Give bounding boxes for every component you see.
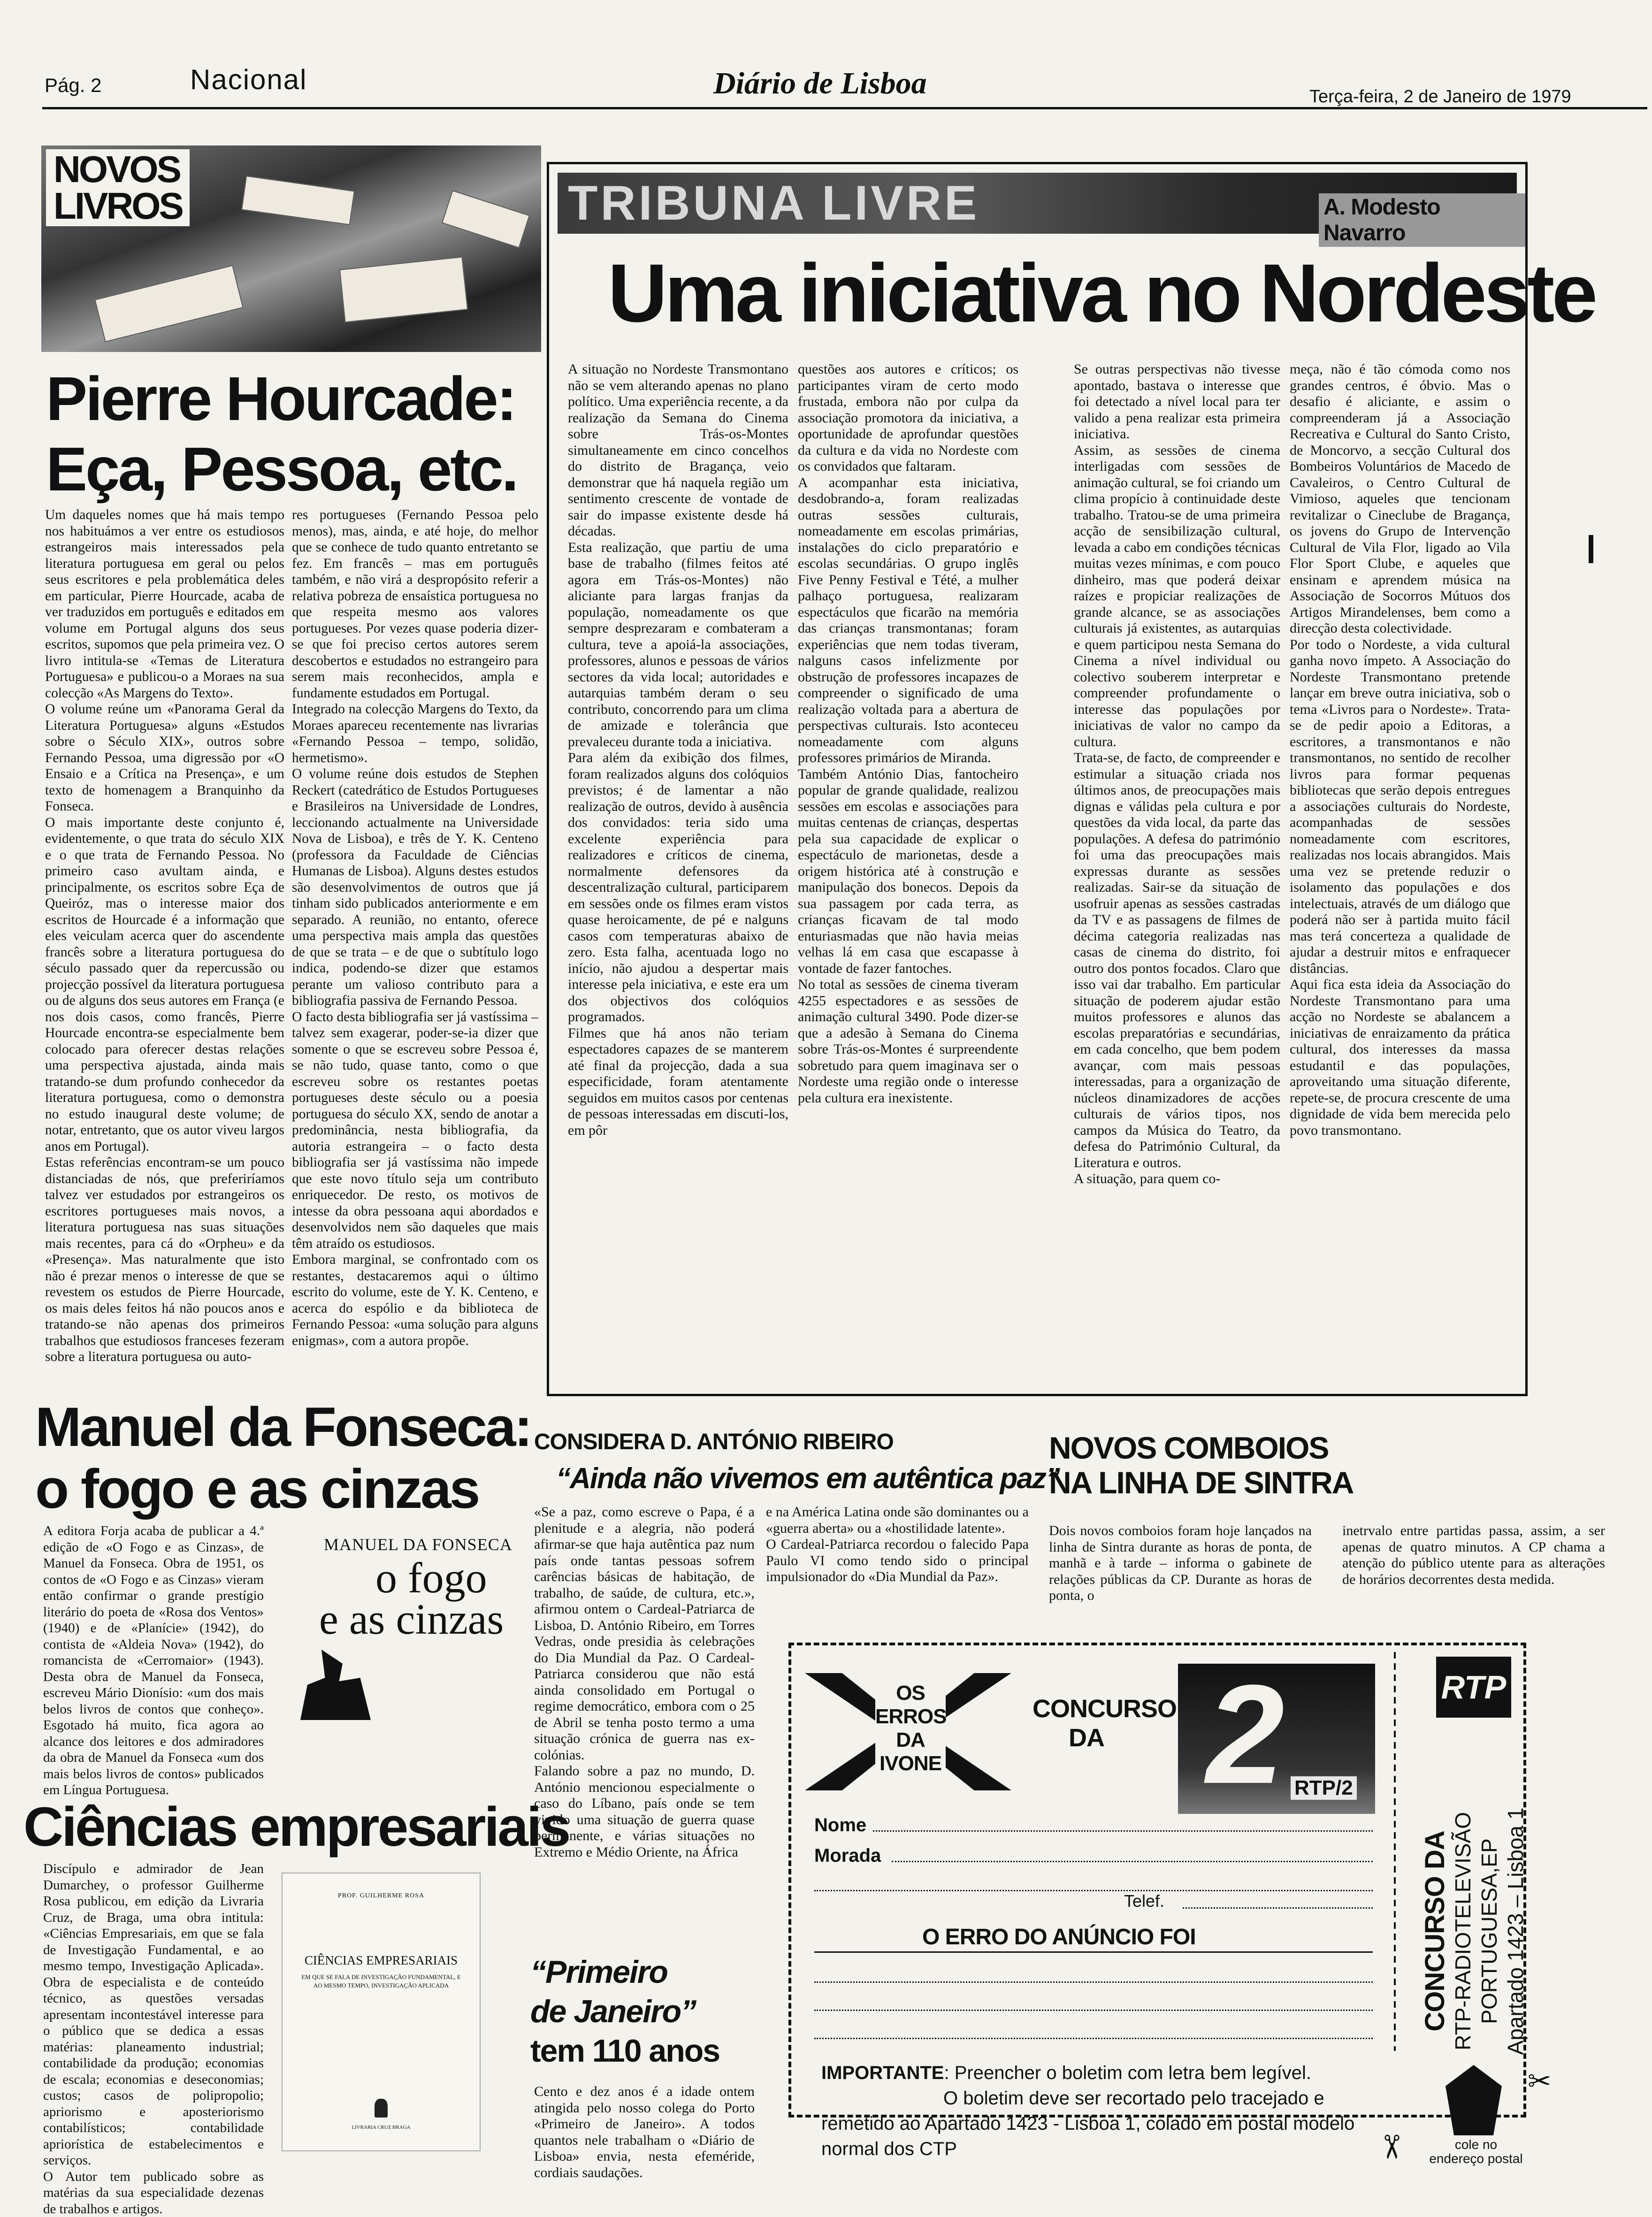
concurso-da-label: CONCURSO DA xyxy=(1032,1695,1177,1752)
stamp-label: cole no endereço postal xyxy=(1429,2137,1523,2166)
section-name: Nacional xyxy=(190,64,307,95)
coupon-address-rotated: CONCURSO DA RTP-RADIOTELEVISÃO PORTUGUESA,EP Apartado 1423 – Lisboa 1 xyxy=(1420,1807,1528,2055)
erro-underline xyxy=(814,1951,1373,1953)
coupon-address-divider xyxy=(1394,1652,1396,2051)
important-label: IMPORTANTE xyxy=(821,2063,944,2083)
ribeiro-headline: “Ainda não vivemos em autêntica paz” xyxy=(556,1462,1059,1495)
ciencias-cover-author: PROF. GUILHERME ROSA xyxy=(337,1892,425,1899)
fonseca-headline: Manuel da Fonseca: o fogo e as cinzas xyxy=(35,1396,531,1520)
tribuna-label: TRIBUNA LIVRE xyxy=(568,176,980,230)
masthead xyxy=(0,0,1652,113)
scissors-icon-bottom: ✂ xyxy=(1373,2133,1410,2161)
rtp2-badge: RTP/2 xyxy=(1291,1776,1357,1800)
cover-flame-art xyxy=(300,1650,371,1720)
tribuna-col4: meça, não é tão cómoda como nos grandes centros, é óbvio. Mas o desafio é aliciante, e assim o compreenderam já a Associação Recreativa e Cultural do Santo Cristo, de Moncorvo, a secção Cultural dos Bombeiros Voluntários de Macedo de Cavaleiros, o Centro Cultural de Vimioso, aqueles que tencionam revitalizar o Cineclube de Bragança, os jovens do Grupo de Intervenção Cultural de Vila Flor, ligado ao Vila Flor Sport Clube, e aqueles que ensinam e aprendem música na Associação de Socorros Mútuos dos Artigos Mirandelenses, bem como a direcção desta colectividade. Por todo o Nordeste, a vida cultural ganha novo ímpeto. A Associação do Nordeste Transmontano pretende lançar em breve outra iniciativa, sob o tema «Livros para o Nordeste». Trata-se de pedir apoio a Editoras, a escritores, a transmontanos e não transmontanos, no sentido de recolher livros para formar pequenas bibliotecas que serão depois entregues a associações culturais do Nordeste, acompanhadas de sessões nomeadamente com escritores, realizadas nos locais abrangidos. Mais uma vez se pretende reduzir o isolamento das populações e dos intelectuais, através de um diálogo que poderá não ser à partida muito fácil mas terá concerteza a qualidade de ajudar a destruir mitos e enfraquecer distâncias. Aqui fica esta ideia da Associação do Nordeste Transmontano para uma acção no Nordeste se abalancem a iniciativas de enraizamento da prática cultural, dos interesses da massa estudantil e das populações, aproveitando uma situação diferente, repete-se, de procura crescente de uma dignidade de vida bem merecida pelo povo transmontano. xyxy=(1290,361,1510,1138)
ribeiro-col2: e na América Latina onde são dominantes ou a «guerra aberta» ou a «hostilidade latente». O Cardeal-Patriarca recordou o falecido Papa Paulo VI como tendo sido o principal impulsionador do «Dia Mundial da Paz». xyxy=(766,1504,1029,1584)
page-edge-mark xyxy=(1589,535,1593,563)
novos-livros-label: NOVOS LIVROS xyxy=(46,149,190,226)
primeiro-body: Cento e dez anos é a idade ontem atingida pelo nosso colega do Porto «Primeiro de Janeiro». A todos quantos nele trabalham o «Diário de Lisboa» envia, nesta efeméride, cordiais saudações. xyxy=(534,2084,755,2180)
comboios-col1: Dois novos comboios foram hoje lançados na linha de Sintra durante as horas de ponta, de manhã e à tarde – informa o gabinete de relações públicas da CP. Durante as horas de ponta, o xyxy=(1049,1523,1312,1603)
publisher-emblem xyxy=(375,2099,388,2118)
tribuna-col1: A situação no Nordeste Transmontano não se vem alterando apenas no plano político. Uma experiência recente, a da realização da Semana do Cinema sobre Trás-os-Montes simultaneamente em cinco concelhos do distrito de Bragança, veio demonstrar que há naquela região um sentimento crescente de vontade de sair do impasse existente desde há décadas. Esta realização, que partiu de uma base de trabalho (filmes feitos até agora em Trás-os-Montes) não aliciante para largas franjas da população, nomeadamente os que sempre desprezaram e combateram a cultura, teve a apoiá-la associações, professores, alunos e pessoas de vários sectores da vida local; autoridades e autarquias também deram o seu contributo, concorrendo para um clima de amizade e tolerância que prevaleceu durante toda a iniciativa. Para além da exibição dos filmes, foram realizados alguns dos colóquios previstos; é de lamentar a não realização de outros, devido à ausência dos convidados: teria sido uma excelente experiência para realizadores e críticos de cinema, normalmente defensores da descentralização cultural, participarem em sessões onde os filmes eram vistos quase heroicamente, de pé e nalguns casos com temperaturas abaixo de zero. Esta falha, acentuada logo no início, não ajudou a despertar mais interesse pela iniciativa, e este era um dos objectivos dos colóquios programados. Filmes que há anos não teriam espectadores capazes de se manterem até final da projecção, dada a sua especificidade, foram atentamente seguidos em muitos casos por centenas de pessoas interessadas em discuti-los, em pôr xyxy=(568,361,788,1138)
nome-field[interactable] xyxy=(873,1829,1373,1832)
primeiro-headline: “Primeiro de Janeiro” tem 110 anos xyxy=(530,1954,720,2069)
rtp2-logo xyxy=(1178,1655,1375,1814)
ciencias-cover-sub: EM QUE SE FALA DE INVESTIGAÇÃO FUNDAMENTAL, E AO MESMO TEMPO, INVESTIGAÇÃO APLICADA xyxy=(301,1973,461,1989)
erro-anuncio-label: O ERRO DO ANÚNCIO FOI xyxy=(922,1925,1196,1949)
ciencias-headline: Ciências empresariais xyxy=(23,1796,569,1858)
erro-field-2[interactable] xyxy=(814,2009,1373,2011)
erros-ivone-text: OS ERROS DA IVONE xyxy=(875,1682,947,1775)
erros-ivone-logo xyxy=(805,1673,1011,1790)
ciencias-cover-publisher: LIVRARIA CRUZ BRAGA xyxy=(352,2125,411,2130)
comboios-headline: NOVOS COMBOIOS NA LINHA DE SINTRA xyxy=(1049,1430,1354,1500)
issue-date: Terça-feira, 2 de Janeiro de 1979 xyxy=(1309,87,1571,107)
tribuna-col3: Se outras perspectivas não tivesse apontado, bastava o interesse que foi detectado a nível local para ter valido a pena realizar esta primeira iniciativa. Assim, as sessões de cinema interligadas com sessões de animação cultural, se foi criando um clima propício à continuidade deste trabalho. Tratou-se de uma primeira acção de sensibilização cultural, levada a cabo em condições técnicas muitas vezes mínimas, e com pouco dinheiro, mas que poderá deixar raízes e propiciar realizações de grande alcance, se as associações culturais já existentes, as autarquias e quem participou nesta Semana do Cinema a nível individual ou colectivo souberem interpretar e compreender profundamente o interesse das populações por iniciativas de valor no campo da cultura. Trata-se, de facto, de compreender e estimular a situação criada nos últimos anos, de preocupações mais dignas e válidas pela cultura e por questões da vida local, da parte das populações. A defesa do património foi uma das preocupações mais expressas durante as sessões realizadas. Sair-se da situação de usofruir apenas as sessões castradas da TV e as passagens de filmes de décima categoria realizadas nas casas de cinema do distrito, foi outro dos pontos focados. Claro que isso vai dar trabalho. Em particular situação de poderem ajudar estão muitos professores e alunos das escolas preparatórias e secundárias, em cada concelho, que bem podem avançar, com mais pessoas interessadas, para a organização de núcleos dinamizadores de acções culturais de vários tipos, nos campos da Música do Teatro, da defesa do Património Cultural, da Literatura e outros. A situação, para quem co- xyxy=(1074,361,1280,1186)
fonseca-cover-title-2: e as cinzas xyxy=(319,1595,504,1643)
nome-label: Nome xyxy=(814,1815,867,1835)
coupon-address-block xyxy=(1420,1652,1528,2060)
erro-field-3[interactable] xyxy=(814,2037,1373,2039)
hourcade-headline: Pierre Hourcade: Eça, Pessoa, etc. xyxy=(46,364,517,504)
rtp-small-logo: RTP xyxy=(1436,1657,1511,1718)
telef-label: Telef. xyxy=(1124,1891,1165,1911)
ciencias-cover-title: CIÊNCIAS EMPRESARIAIS xyxy=(304,1953,458,1967)
fonseca-cover-title-1: o fogo xyxy=(375,1554,487,1602)
comboios-col2: inetrvalo entre partidas passa, assim, a ser apenas de quatro minutos. A CP chama a atenção do público utente para as alterações de horários decorrentes desta medida. xyxy=(1342,1523,1605,1587)
morada-label: Morada xyxy=(814,1845,881,1866)
tribuna-headline: Uma iniciativa no Nordeste xyxy=(608,247,1595,339)
morada-field-2[interactable] xyxy=(814,1889,1373,1891)
ribeiro-col1: «Se a paz, como escreve o Papa, é a plenitude e a alegria, não poderá afirmar-se que haja autêntica paz num país onde tantas pessoas sofrem carências básicas de habitação, de trabalho, de saúde, de cultura, etc.», afirmou ontem o Cardeal-Patriarca de Lisboa, D. António Ribeiro, em Torres Vedras, onde presidia às celebrações do Dia Mundial da Paz. O Cardeal-Patriarca considerou que não está ainda consolidado em Portugal o regime democrático, embora com o 25 de Abril se tenha posto termo a uma situação crónica de guerra nas ex-colónias. Falando sobre a paz no mundo, D. António mencionou especialmente o caso do Líbano, país onde se tem vivido uma situação de guerra quase permanente, e várias situações no Extremo e Médio Oriente, na África xyxy=(534,1504,755,1860)
tribuna-col2: questões aos autores e críticos; os participantes viram de certo modo frustada, embora não por culpa da associação promotora da iniciativa, a oportunidade de aprofundar questões da cultura e da vida no Nordeste com os convidados que faltaram. A acompanhar esta iniciativa, desdobrando-a, foram realizadas outras sessões culturais, nomeadamente em escolas primárias, instalações do ciclo preparatório e escolas secundárias. O grupo inglês Five Penny Festival e Tété, a mulher palhaço portuguesa, realizaram espectáculos que ficarão na memória das crianças transmontanas; foram experiências que nem todas tiveram, nalguns casos infelizmente por obstrução de professores incapazes de compreender o significado de uma realização voltada para a abertura de perspectivas culturais. Isto aconteceu nomeadamente com alguns professores primários de Miranda. Também António Dias, fantocheiro popular de grande qualidade, realizou sessões em escolas e associações para muitas centenas de crianças, despertas pela sua capacidade de explicar o espectáculo de marionetas, desde a origem histórica até à construção e manipulação dos bonecos. Depois da sua passagem por cada terra, as crianças ficavam de tal modo enturiasmadas que não havia meias velhas lá em casa que escapasse à vontade de fazer fantoches. No total as sessões de cinema tiveram 4255 espectadores e as sessões de animação cultural 3490. Pode dizer-se que a adesão à Semana do Cinema sobre Trás-os-Montes é surpreendente sobretudo para quem imaginava ser o Nordeste uma região onde o interesse pela cultura era inexistente. xyxy=(798,361,1018,1106)
tribuna-author: A. Modesto Navarro xyxy=(1319,193,1525,247)
ribeiro-kicker: CONSIDERA D. ANTÓNIO RIBEIRO xyxy=(534,1430,894,1454)
scissors-icon-right: ✂ xyxy=(1528,2065,1552,2097)
page-number: Pág. 2 xyxy=(45,74,102,96)
hourcade-col1: Um daqueles nomes que há mais tempo nos habituámos a ver entre os estudiosos estrangeiros mais interessados pela literatura portuguesa em geral ou pelos seus escritores e pela problemática deles em particular, Pierre Hourcade, acaba de ver traduzidos em português e editados em volume em Portugal alguns dos seus escritos, supomos que pela primeira vez. O livro intitula-se «Temas de Literatura Portuguesa» e publicou-o a Moraes na sua colecção «As Margens do Texto». O volume reúne um «Panorama Geral da Literatura Portuguesa» alguns «Estudos sobre o Século XIX», outros sobre Fernando Pessoa, uma digressão por «O Ensaio e a Crítica na Presença», e um texto de homenagem a Branquinho da Fonseca. O mais importante deste conjunto é, evidentemente, o que trata do século XIX e o que trata de Fernando Pessoa. No primeiro caso avultam ainda, e principalmente, os escritos sobre Eça de Queiróz, mas o interesse maior dos escritos de Hourcade é a informação que eles veiculam acerca quer do ascendente francês sobre a literatura portuguesa do século passado quer da repercussão ou projecção possível da literatura portuguesa ou de alguns dos seus autores em França (e nos dois casos, como francês, Pierre Hourcade encontra-se especialmente bem colocado para oferecer destas relações uma perspectiva ajustada, ainda mais tratando-se dum profundo conhecedor da literatura portuguesa, como o demonstra no estudo inaugural deste volume; de notar, entretanto, que os autor viveu largos anos em Portugal). Estas referências encontram-se um pouco distanciadas de nós, que preferiríamos talvez ver estudados por estrangeiros os escritores portugueses mais novos, a literatura portuguesa nas suas situações mais recentes, para cá do «Orpheu» e da «Presença». Mas naturalmente que isto não é prezar menos o interesse de que se revestem os estudos de Pierre Hourcade, os mais deles feitos há não poucos anos e tratando-se não apenas dos primeiros trabalhos que estudiosos franceses fezeram sobre a literatura portuguesa ou auto- xyxy=(45,507,284,1364)
hourcade-col2: res portugueses (Fernando Pessoa pelo menos), mas, ainda, e até hoje, do melhor que se conhece de tudo quanto entretanto se fez. Em francês – mas em português também, e não virá a despropósito referir a relativa pobreza de ensaística portuguesa no que respeita mesmo aos valores portugueses. Por vezes quase poderia dizer-se que foi preciso certos autores serem descobertos e estudados no estrangeiro para serem mais reconhecidos, ampla e fundamente estudados em Portugal. Integrado na colecção Margens do Texto, da Moraes apareceu recentemente nas livrarias «Fernando Pessoa – tempo, solidão, hermetismo». O volume reúne dois estudos de Stephen Reckert (catedrático de Estudos Portugueses e Brasileiros na Universidade de Londres, leccionando actualmente na Universidade Nova de Lisboa), e três de Y. K. Centeno (professora da Faculdade de Ciências Humanas de Lisboa). Alguns destes estudos são desenvolvimentos de outros que já tinham sido publicados anteriormente e em separado. A reunião, no entanto, oferece uma perspectiva mais ampla das questões de que se trata – e de que o subtítulo logo indica, podendo-se dizer que estamos perante um valioso contributo para a bibliografia passiva de Fernando Pessoa. O facto desta bibliografia ser já vastíssima – talvez sem exagerar, poder-se-ia dizer que somente o que se escreveu sobre Pessoa é, se não tudo, quase tanto, como o que escreveu sobre os restantes poetas portugueses deste século ou a poesia portuguesa do século XX, sendo de anotar a predominância, nesta bibliografia, da autoria estrangeira – o facto desta bibliografia ser já vastíssima não impede que este novo título seja um contributo enriquecedor. De resto, os motivos de intesse da obra pessoana aqui abordados e desenvolvidos nem são daqueles que mais têm atraído os estudiosos. Embora marginal, se confrontado com os restantes, destacaremos aqui o último escrito do volume, este de Y. K. Centeno, e acerca do espólio e da biblioteca de Fernando Pessoa: «uma solução para alguns enigmas», com a autora propõe. xyxy=(292,507,538,1348)
telef-field[interactable] xyxy=(1183,1906,1373,1909)
fonseca-book-cover xyxy=(282,1528,544,1725)
newspaper-title: Diário de Lisboa xyxy=(713,66,927,100)
erro-field-1[interactable] xyxy=(814,1980,1373,1983)
fonseca-cover-author: MANUEL DA FONSECA xyxy=(324,1535,512,1554)
masthead-rule xyxy=(42,107,1647,109)
ciencias-body: Discípulo e admirador de Jean Dumarchey, o professor Guilherme Rosa publicou, em edição da Livraria Cruz, de Braga, uma obra intitula: «Ciências Empresariais, em que se fala de Investigação Fundamental, e ao mesmo tempo, Investigação Aplicada». Obra de especialista e de conteúdo técnico, as questões versadas apresentam incontestável interesse para o público que se dedica a essas matérias: planeamento industrial; contabilidade da produção; economias de escala; economias e deseconomias; custos; casos de polipropolio; apriorismo e aposteriorismo contabilísticos; contabilidade apriorística de estabelecimentos e serviços. O Autor tem publicado sobre as matérias da sua especialidade dezenas de trabalhos e artigos. xyxy=(43,1861,264,2217)
tribuna-livre-box xyxy=(547,162,1595,1396)
fonseca-body: A editora Forja acaba de publicar a 4.ª edição de «O Fogo e as Cinzas», de Manuel da Fonseca. Obra de 1951, os contos de «O Fogo e as Cinzas» vieram então confirmar o grande prestígio literário do poeta de «Rosa dos Ventos» (1940) e de «Planície» (1942), do contista de «Aldeia Nova» (1942), do romancista de «Cerromaior» (1943). Desta obra de Manuel da Fonseca, escreveu Mário Dionísio: «um dos mais belos livros de contos que conheço». Esgotado há muito, fica agora ao alcance dos leitores e dos admiradores da obra de Manuel da Fonseca «um dos mais belos livros de contos» publicados em Língua Portuguesa. xyxy=(43,1523,264,1797)
novos-livros-image xyxy=(41,145,541,352)
rtp2-numeral: 2 xyxy=(1206,1655,1285,1813)
ciencias-book-cover xyxy=(282,1873,481,2151)
morada-field[interactable] xyxy=(892,1860,1373,1862)
important-notice: IMPORTANTE: Preencher o boletim com letra bem legível. O boletim deve ser recortado pelo tracejado e remetido ao Apartado 1423 - Lisboa 1, colado em postal modelo normal dos CTP xyxy=(821,2063,1355,2159)
